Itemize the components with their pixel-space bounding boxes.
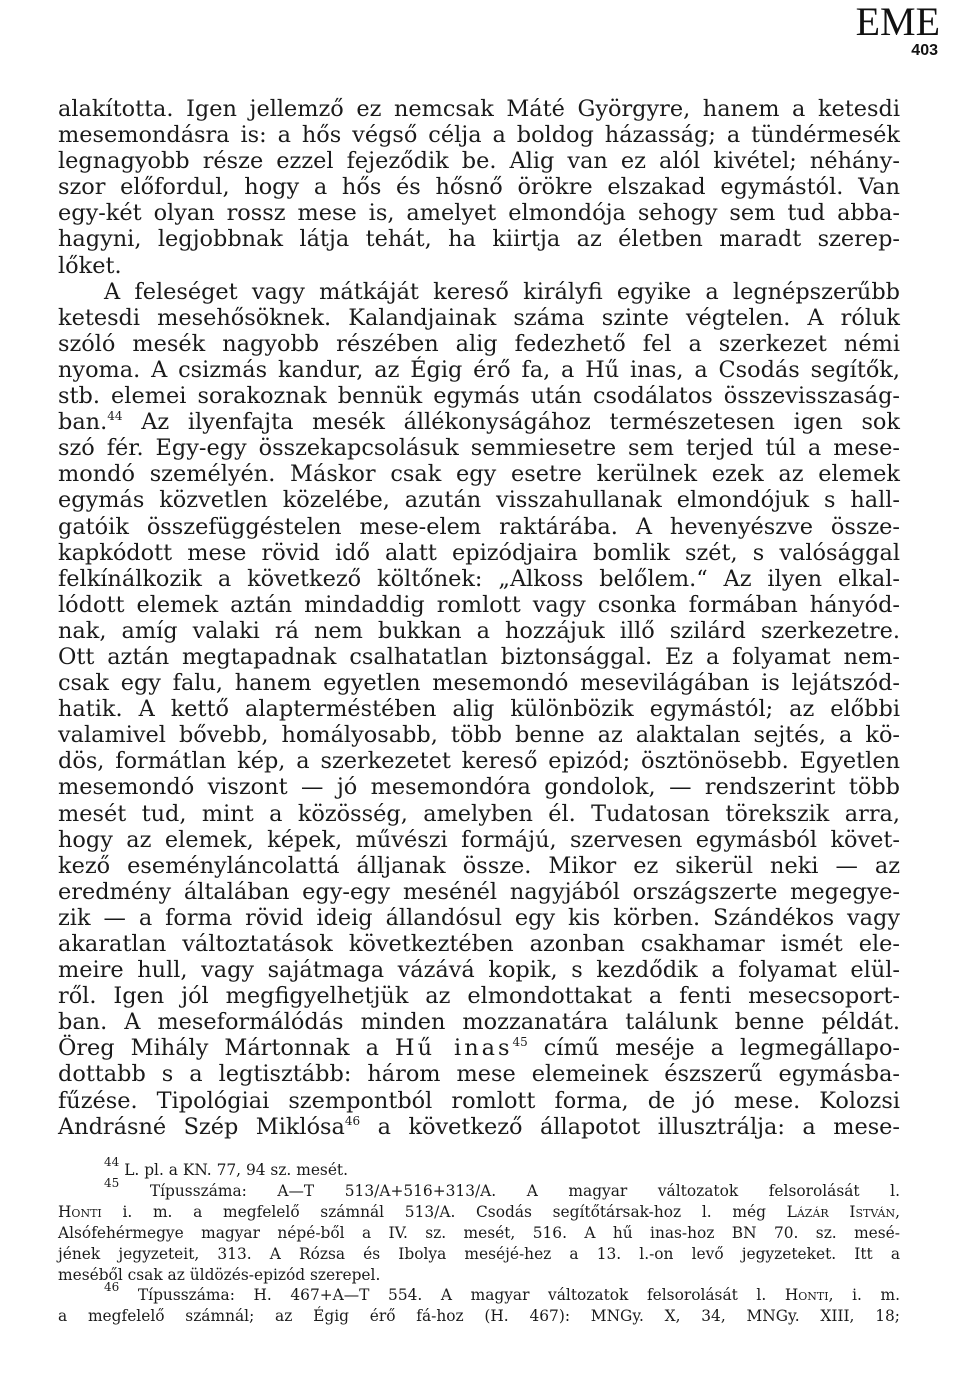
text-line: dottabb s a legtisztább: három mese elemeinek észszerű egymásba-	[58, 1061, 900, 1088]
text-line: meire hull, vagy sajátmaga vázává kopik, s kezdődik a folyamat elül-	[58, 957, 900, 984]
text-line: stb. elemei sorakoznak bennük egymás után csodálatos összevisszaság-	[58, 383, 900, 410]
footnote-line: meséből csak az üldözés-epizód szerepel.	[58, 1265, 381, 1284]
text-line: mondó személyén. Máskor csak egy esetre kerülnek ezek az elemek	[58, 461, 900, 488]
text-line: hogy az elemek, képek, művészi formájú, szervesen egymásból követ-	[58, 826, 900, 853]
text-line: szóló mesék nagyobb részében alig fedezhető fel a szerkezet némi	[58, 330, 900, 357]
footnote-line	[58, 1280, 900, 1306]
text-line: legnagyobb része ezzel fejeződik be. Alig van ez alól kivétel; néhány-	[58, 148, 900, 175]
text-line: eredmény általában egy-egy mesénél nagyjából országszerte megegye-	[58, 878, 900, 905]
text-line: szor előfordul, hogy a hős és hősnő örökre elszakad egymástól. Van	[58, 174, 900, 201]
text-fragment: a következő állapotot illusztrálja: a mese-	[377, 1113, 900, 1140]
footnotes	[58, 1155, 900, 1327]
page-number: 403	[911, 42, 938, 59]
text-line: felkínálkozik a következő költőnek: „Alkoss belőlem.“ Az ilyen elkal-	[58, 565, 900, 592]
text-line: fűzése. Tipológiai szempontból romlott forma, de jó mese. Kolozsi	[58, 1087, 900, 1114]
author-name: Lázár István,	[786, 1202, 900, 1221]
footnote-text: i. m. a megfelelő számnál 513/A. Csodás segítőtársak-hoz l. még	[122, 1202, 766, 1221]
footnote-line: jének jegyzeteit, 313. A Rózsa és Ibolya meséjé-hez a 13. l.-on levő jegyzeteket. Itt a	[58, 1244, 900, 1263]
footnote-number: 44	[104, 1155, 120, 1169]
footnote-number: 46	[104, 1280, 120, 1295]
text-line	[58, 1114, 900, 1140]
text-line: hatik. A kettő alapterméstében alig különbözik egymástól; az előbbi	[58, 696, 900, 723]
footnote-text: Típusszáma: H. 467+A—T 554. A magyar változatok felsorolását l.	[137, 1286, 767, 1305]
footnote-text: L. pl. a KN. 77, 94 sz. mesét.	[124, 1161, 349, 1179]
author-name: Honti,	[784, 1286, 834, 1305]
text-line: szó fér. Egy-egy összekapcsolásuk semmiesetre sem terjed túl a mese-	[58, 435, 900, 462]
text-line: nyoma. A csizmás kandur, az Égig érő fa, a Hű inas, a Csodás segítők,	[58, 356, 900, 383]
text-line: mesét tud, mint a közösség, amelyben él. Tudatosan törekszik arra,	[58, 800, 900, 827]
story-title: Hű inas	[395, 1035, 513, 1062]
text-line: kező eseményláncolattá álljanak össze. Mikor ez sikerül neki — az	[58, 852, 900, 879]
text-line: nak, amíg valaki rá nem bukkan a hozzájuk illő szilárd szerkezetre.	[58, 617, 900, 644]
text-line: lódott elemek aztán mindaddig romlott vagy csonka formában hányód-	[58, 591, 900, 618]
text-line: egy-két olyan rossz mese is, amelyet elmondója sehogy sem tud abba-	[58, 200, 900, 227]
footnote-line: Alsófehérmegye magyar népé-ből a IV. sz. mesét, 516. A hű inas-hoz BN 70. sz. mesé-	[58, 1223, 900, 1242]
text-line: hagyni, legjobbnak látja tehát, ha kiirtja az életben maradt szerep-	[58, 226, 900, 253]
author-name: Honti	[58, 1202, 102, 1221]
footnote-line	[58, 1175, 900, 1202]
text-line: A feleséget vagy mátkáját kereső királyfi egyike a legnépszerűbb	[104, 278, 900, 305]
main-text	[58, 96, 900, 1140]
footnote-line	[58, 1202, 900, 1223]
text-line: valamivel bővebb, homályosabb, több benne az alaktalan sejtés, a kö-	[58, 722, 900, 749]
footnote-text: Típusszáma: A—T 513/A+516+313/A. A magyar változatok felsorolását l.	[149, 1181, 900, 1200]
text-line: dös, formátlan kép, a szerkezetet kereső epizód; ösztönösebb. Egyetlen	[58, 748, 900, 775]
text-line: ketesdi mesehősöknek. Kalandjainak száma szinte végtelen. A róluk	[58, 304, 900, 331]
text-line: egymás közvetlen közelébe, azután visszahullanak elmondójuk s hall-	[58, 487, 900, 514]
text-line: Ott aztán megtapadnak csalhatatlan biztonsággal. Ez a folyamat nem-	[58, 643, 900, 670]
footnote-ref: 46	[344, 1113, 361, 1128]
footnote-line	[58, 1155, 900, 1181]
text-line: zik — a forma rövid ideig állandósul egy kis körben. Szándékos vagy	[58, 904, 900, 931]
footnote-number: 45	[104, 1175, 120, 1190]
text-fragment: Öreg Mihály Mártonnak a	[58, 1035, 379, 1062]
footnote-ref: 45	[512, 1035, 528, 1050]
footnote-line: a megfelelő számnál; az Égig érő fá-hoz (H. 467): MNGy. X, 34, MNGy. XIII, 18;	[58, 1307, 900, 1326]
text-line: alakította. Igen jellemző ez nemcsak Máté Györgyre, hanem a ketesdi	[58, 96, 900, 122]
text-line	[58, 1035, 900, 1061]
footnote-ref: 44	[107, 409, 123, 424]
text-line: lőket.	[58, 252, 122, 279]
text-line: mesemondó viszont — jó mesemondóra gondolok, — rendszerint több	[58, 774, 900, 801]
text-line: mesemondásra is: a hős végső célja a boldog házasság; a tündérmesék	[58, 122, 900, 149]
text-line: ban. A meseformálódás minden mozzanatára találunk benne példát.	[58, 1009, 900, 1036]
text-line: kapkódott mese rövid idő alatt epizódjaira bomlik szét, s valósággal	[58, 539, 900, 566]
text-line: ről. Igen jól megfigyelhetjük az elmondottakat a fenti mesecsoport-	[58, 983, 900, 1010]
text-fragment: Andrásné Szép Miklósa	[58, 1113, 345, 1140]
text-line: csak egy falu, hanem egyetlen mesemondó mesevilágában is lejátszód-	[58, 670, 900, 697]
text-line: gatóik összefüggéstelen mese-elem raktárába. A hevenyészve össze-	[58, 513, 900, 540]
text-line: akaratlan változtatások következtében azonban csakhamar ismét ele-	[58, 931, 900, 957]
text-fragment: Az ilyenfajta mesék állékonyságához természetesen igen sok	[141, 409, 900, 436]
text-fragment: ban.	[58, 409, 108, 436]
text-line	[58, 409, 900, 435]
footnote-text: i. m.	[852, 1286, 900, 1305]
publisher-logo: EME	[855, 0, 940, 44]
text-fragment: című meséje a legmegállapo-	[543, 1035, 900, 1062]
